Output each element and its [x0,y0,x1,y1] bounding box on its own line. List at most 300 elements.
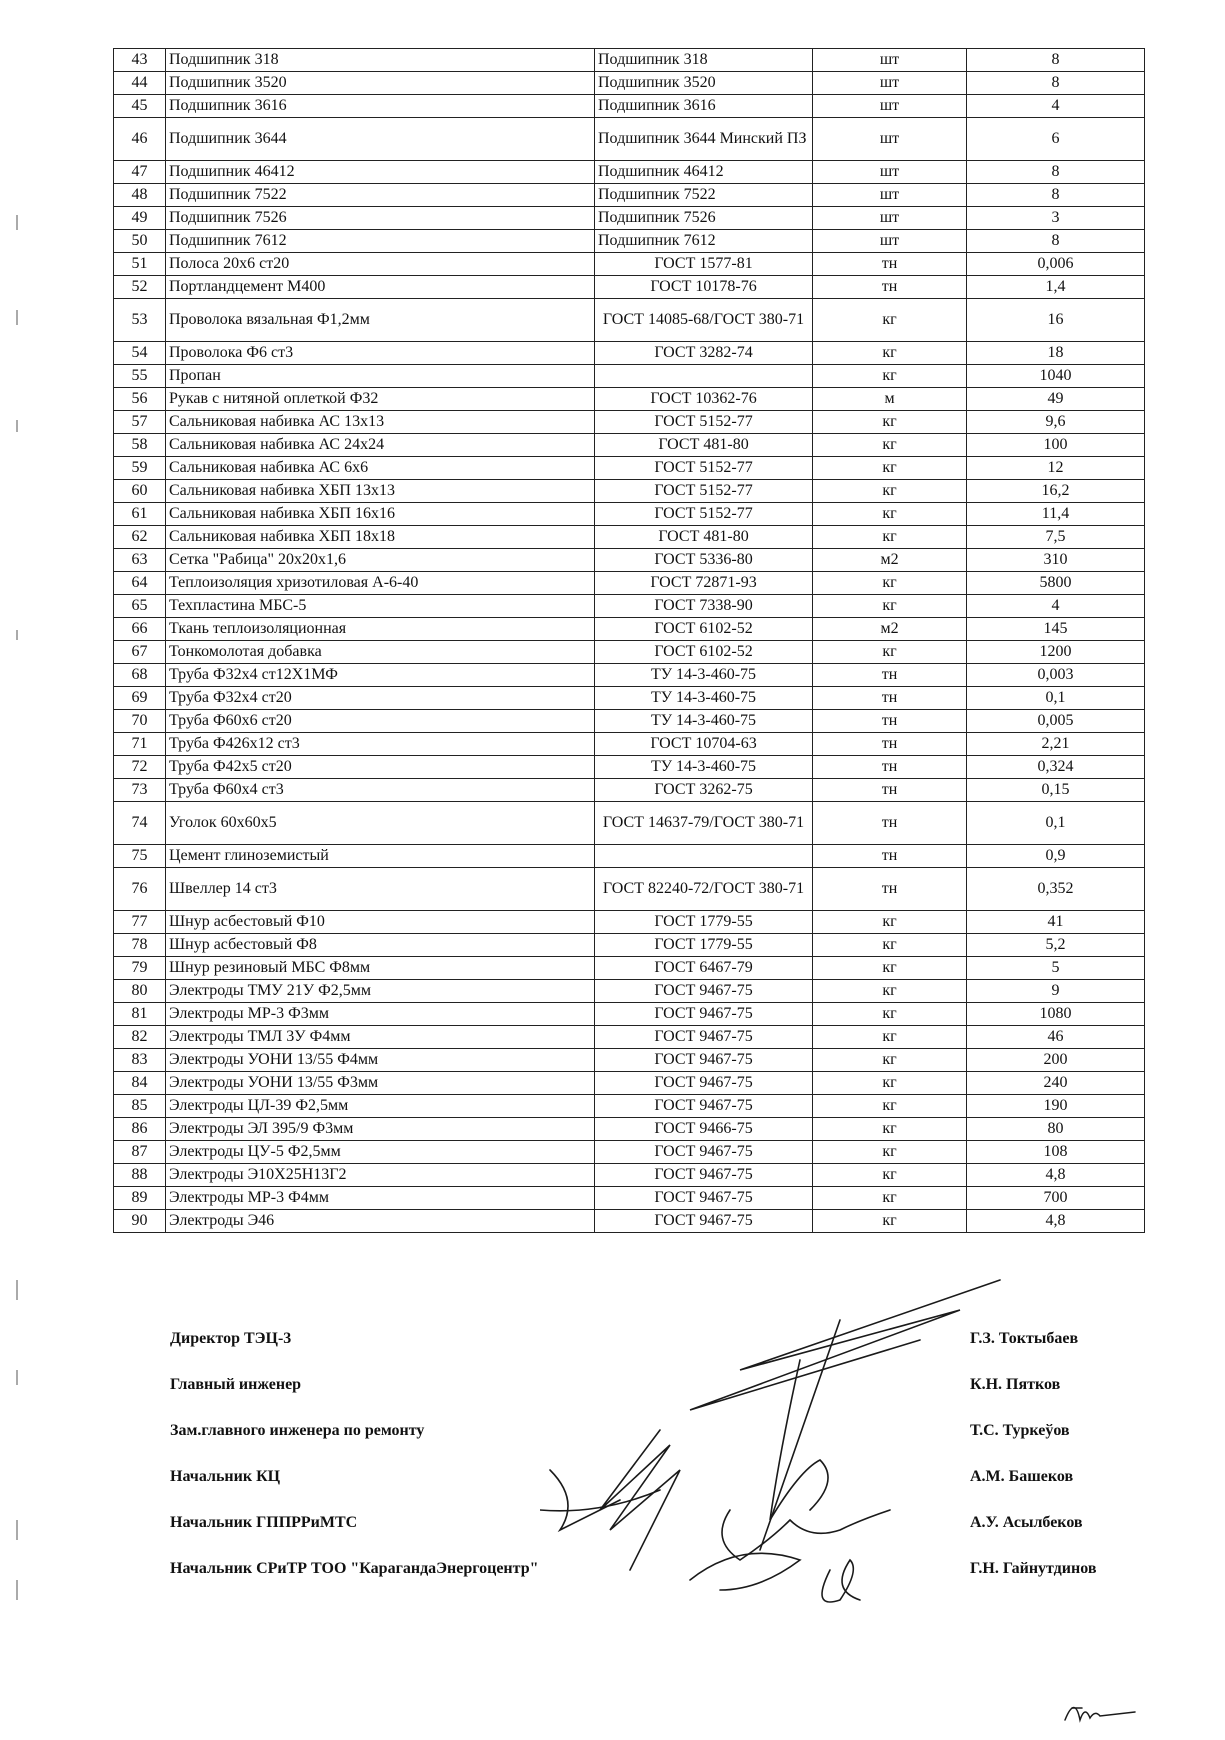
item-name-cell: Сальниковая набивка ХБП 16х16 [166,503,595,526]
item-name-cell: Электроды МР-3 Ф4мм [166,1187,595,1210]
item-name-cell: Подшипник 7612 [166,230,595,253]
standard-cell: Подшипник 7522 [595,184,813,207]
row-number-cell: 73 [114,779,166,802]
item-name-cell: Сальниковая набивка ХБП 13х13 [166,480,595,503]
signatory-name: Г.Н. Гайнутдинов [970,1560,1097,1577]
unit-cell: кг [813,911,967,934]
unit-cell: м [813,388,967,411]
table-row [114,299,1145,342]
row-number-cell: 58 [114,434,166,457]
item-name-cell: Труба Ф60х4 ст3 [166,779,595,802]
item-name-cell: Подшипник 318 [166,49,595,72]
quantity-cell: 8 [967,184,1145,207]
quantity-cell: 5 [967,957,1145,980]
standard-cell: ГОСТ 10362-76 [595,388,813,411]
table-row [114,434,1145,457]
quantity-cell: 18 [967,342,1145,365]
materials-table-body [114,49,1145,1233]
table-row [114,526,1145,549]
table-row [114,687,1145,710]
item-name-cell: Электроды ТМУ 21У Ф2,5мм [166,980,595,1003]
table-row [114,118,1145,161]
item-name-cell: Подшипник 7526 [166,207,595,230]
table-row [114,733,1145,756]
quantity-cell: 0,003 [967,664,1145,687]
item-name-cell: Пропан [166,365,595,388]
unit-cell: шт [813,184,967,207]
standard-cell: ТУ 14-3-460-75 [595,664,813,687]
unit-cell: тн [813,868,967,911]
standard-cell: ГОСТ 1779-55 [595,934,813,957]
table-row [114,388,1145,411]
table-row [114,411,1145,434]
unit-cell: кг [813,503,967,526]
item-name-cell: Техпластина МБС-5 [166,595,595,618]
row-number-cell: 44 [114,72,166,95]
signatory-role: Зам.главного инженера по ремонту [170,1422,425,1439]
table-row [114,1210,1145,1233]
signatory-name: Г.З. Токтыбаев [970,1330,1079,1347]
quantity-cell: 12 [967,457,1145,480]
quantity-cell: 4 [967,95,1145,118]
quantity-cell: 1200 [967,641,1145,664]
quantity-cell: 9 [967,980,1145,1003]
table-row [114,641,1145,664]
standard-cell: ГОСТ 9467-75 [595,1141,813,1164]
quantity-cell: 190 [967,1095,1145,1118]
unit-cell: кг [813,980,967,1003]
quantity-cell: 100 [967,434,1145,457]
table-row [114,618,1145,641]
standard-cell: ГОСТ 5152-77 [595,411,813,434]
row-number-cell: 52 [114,276,166,299]
item-name-cell: Электроды ЭЛ 395/9 Ф3мм [166,1118,595,1141]
standard-cell: Подшипник 3616 [595,95,813,118]
table-row [114,1003,1145,1026]
table-row [114,1026,1145,1049]
row-number-cell: 72 [114,756,166,779]
standard-cell: ГОСТ 6102-52 [595,641,813,664]
standard-cell: ГОСТ 10704-63 [595,733,813,756]
unit-cell: кг [813,1072,967,1095]
table-row [114,779,1145,802]
unit-cell: кг [813,1095,967,1118]
table-row [114,549,1145,572]
quantity-cell: 4,8 [967,1164,1145,1187]
unit-cell: тн [813,845,967,868]
standard-cell: ГОСТ 9466-75 [595,1118,813,1141]
quantity-cell: 8 [967,49,1145,72]
table-row [114,161,1145,184]
quantity-cell: 0,9 [967,845,1145,868]
unit-cell: кг [813,1141,967,1164]
standard-cell: ГОСТ 6102-52 [595,618,813,641]
unit-cell: шт [813,207,967,230]
row-number-cell: 64 [114,572,166,595]
table-row [114,457,1145,480]
unit-cell: м2 [813,618,967,641]
row-number-cell: 54 [114,342,166,365]
row-number-cell: 82 [114,1026,166,1049]
item-name-cell: Рукав с нитяной оплеткой Ф32 [166,388,595,411]
table-row [114,503,1145,526]
item-name-cell: Электроды МР-3 Ф3мм [166,1003,595,1026]
row-number-cell: 77 [114,911,166,934]
row-number-cell: 43 [114,49,166,72]
row-number-cell: 76 [114,868,166,911]
item-name-cell: Труба Ф42х5 ст20 [166,756,595,779]
unit-cell: кг [813,1049,967,1072]
item-name-cell: Проволока вязальная Ф1,2мм [166,299,595,342]
standard-cell: ГОСТ 6467-79 [595,957,813,980]
row-number-cell: 78 [114,934,166,957]
standard-cell: ГОСТ 9467-75 [595,1095,813,1118]
row-number-cell: 47 [114,161,166,184]
standard-cell: ГОСТ 9467-75 [595,1026,813,1049]
unit-cell: кг [813,365,967,388]
quantity-cell: 7,5 [967,526,1145,549]
unit-cell: кг [813,1118,967,1141]
unit-cell: кг [813,1187,967,1210]
row-number-cell: 65 [114,595,166,618]
quantity-cell: 8 [967,161,1145,184]
signatory-role: Директор ТЭЦ-3 [170,1330,292,1347]
quantity-cell: 1040 [967,365,1145,388]
unit-cell: шт [813,118,967,161]
row-number-cell: 75 [114,845,166,868]
table-row [114,1049,1145,1072]
quantity-cell: 0,1 [967,687,1145,710]
item-name-cell: Сальниковая набивка АС 6х6 [166,457,595,480]
signatory-row [170,1376,1130,1400]
table-row [114,276,1145,299]
standard-cell: ГОСТ 481-80 [595,434,813,457]
item-name-cell: Электроды Э10Х25Н13Г2 [166,1164,595,1187]
signatory-name: Т.С. Туркеўов [970,1422,1070,1439]
row-number-cell: 48 [114,184,166,207]
table-row [114,365,1145,388]
standard-cell: ТУ 14-3-460-75 [595,687,813,710]
unit-cell: кг [813,411,967,434]
quantity-cell: 4 [967,595,1145,618]
table-row [114,664,1145,687]
item-name-cell: Швеллер 14 ст3 [166,868,595,911]
item-name-cell: Тонкомолотая добавка [166,641,595,664]
row-number-cell: 46 [114,118,166,161]
item-name-cell: Электроды УОНИ 13/55 Ф3мм [166,1072,595,1095]
standard-cell: Подшипник 3644 Минский ПЗ [595,118,813,161]
standard-cell: ГОСТ 10178-76 [595,276,813,299]
signatory-row [170,1330,1130,1354]
row-number-cell: 89 [114,1187,166,1210]
item-name-cell: Шнур асбестовый Ф8 [166,934,595,957]
quantity-cell: 0,1 [967,802,1145,845]
standard-cell: ГОСТ 5152-77 [595,503,813,526]
row-number-cell: 61 [114,503,166,526]
quantity-cell: 16 [967,299,1145,342]
quantity-cell: 9,6 [967,411,1145,434]
table-row [114,934,1145,957]
unit-cell: тн [813,779,967,802]
quantity-cell: 5,2 [967,934,1145,957]
item-name-cell: Подшипник 3520 [166,72,595,95]
standard-cell: ГОСТ 3282-74 [595,342,813,365]
row-number-cell: 81 [114,1003,166,1026]
table-row [114,756,1145,779]
unit-cell: шт [813,72,967,95]
row-number-cell: 67 [114,641,166,664]
table-row [114,1095,1145,1118]
row-number-cell: 71 [114,733,166,756]
quantity-cell: 0,15 [967,779,1145,802]
row-number-cell: 53 [114,299,166,342]
item-name-cell: Сальниковая набивка ХБП 18х18 [166,526,595,549]
quantity-cell: 6 [967,118,1145,161]
row-number-cell: 69 [114,687,166,710]
item-name-cell: Труба Ф32х4 ст20 [166,687,595,710]
item-name-cell: Теплоизоляция хризотиловая А-6-40 [166,572,595,595]
quantity-cell: 4,8 [967,1210,1145,1233]
signatory-name: А.М. Башеков [970,1468,1074,1485]
row-number-cell: 90 [114,1210,166,1233]
standard-cell: ГОСТ 72871-93 [595,572,813,595]
table-row [114,207,1145,230]
standard-cell: ГОСТ 9467-75 [595,1187,813,1210]
item-name-cell: Труба Ф60х6 ст20 [166,710,595,733]
standard-cell: Подшипник 7526 [595,207,813,230]
table-row [114,1118,1145,1141]
unit-cell: шт [813,49,967,72]
unit-cell: тн [813,253,967,276]
row-number-cell: 57 [114,411,166,434]
signatory-row [170,1422,1130,1446]
table-row [114,230,1145,253]
scan-edge-marks [14,40,20,1700]
row-number-cell: 88 [114,1164,166,1187]
unit-cell: кг [813,957,967,980]
table-row [114,802,1145,845]
unit-cell: кг [813,1164,967,1187]
unit-cell: кг [813,934,967,957]
unit-cell: тн [813,710,967,733]
standard-cell: ГОСТ 1779-55 [595,911,813,934]
signatory-row [170,1468,1130,1492]
quantity-cell: 3 [967,207,1145,230]
standard-cell: ГОСТ 9467-75 [595,1164,813,1187]
item-name-cell: Портландцемент М400 [166,276,595,299]
item-name-cell: Полоса 20х6 ст20 [166,253,595,276]
item-name-cell: Уголок 60х60х5 [166,802,595,845]
standard-cell: ГОСТ 9467-75 [595,1072,813,1095]
standard-cell: ТУ 14-3-460-75 [595,756,813,779]
row-number-cell: 50 [114,230,166,253]
standard-cell: ГОСТ 5336-80 [595,549,813,572]
unit-cell: тн [813,664,967,687]
item-name-cell: Проволока Ф6 ст3 [166,342,595,365]
standard-cell: ГОСТ 9467-75 [595,980,813,1003]
standard-cell: ТУ 14-3-460-75 [595,710,813,733]
quantity-cell: 0,324 [967,756,1145,779]
quantity-cell: 80 [967,1118,1145,1141]
unit-cell: тн [813,687,967,710]
standard-cell: ГОСТ 9467-75 [595,1210,813,1233]
table-row [114,342,1145,365]
table-row [114,1164,1145,1187]
item-name-cell: Труба Ф32х4 ст12Х1МФ [166,664,595,687]
row-number-cell: 68 [114,664,166,687]
row-number-cell: 85 [114,1095,166,1118]
row-number-cell: 79 [114,957,166,980]
quantity-cell: 5800 [967,572,1145,595]
quantity-cell: 8 [967,230,1145,253]
standard-cell: ГОСТ 481-80 [595,526,813,549]
quantity-cell: 49 [967,388,1145,411]
standard-cell: ГОСТ 5152-77 [595,457,813,480]
row-number-cell: 56 [114,388,166,411]
item-name-cell: Электроды УОНИ 13/55 Ф4мм [166,1049,595,1072]
item-name-cell: Цемент глиноземистый [166,845,595,868]
item-name-cell: Электроды ЦЛ-39 Ф2,5мм [166,1095,595,1118]
row-number-cell: 70 [114,710,166,733]
row-number-cell: 66 [114,618,166,641]
unit-cell: тн [813,802,967,845]
unit-cell: кг [813,434,967,457]
quantity-cell: 240 [967,1072,1145,1095]
unit-cell: кг [813,299,967,342]
signatory-row [170,1514,1130,1538]
item-name-cell: Труба Ф426х12 ст3 [166,733,595,756]
quantity-cell: 310 [967,549,1145,572]
table-row [114,595,1145,618]
unit-cell: кг [813,641,967,664]
table-row [114,480,1145,503]
standard-cell: ГОСТ 5152-77 [595,480,813,503]
row-number-cell: 86 [114,1118,166,1141]
standard-cell: ГОСТ 14085-68/ГОСТ 380-71 [595,299,813,342]
row-number-cell: 59 [114,457,166,480]
standard-cell: ГОСТ 1577-81 [595,253,813,276]
table-row [114,184,1145,207]
unit-cell: кг [813,572,967,595]
unit-cell: кг [813,1026,967,1049]
item-name-cell: Электроды ЦУ-5 Ф2,5мм [166,1141,595,1164]
unit-cell: кг [813,480,967,503]
item-name-cell: Ткань теплоизоляционная [166,618,595,641]
row-number-cell: 60 [114,480,166,503]
unit-cell: шт [813,95,967,118]
quantity-cell: 0,005 [967,710,1145,733]
unit-cell: м2 [813,549,967,572]
signatory-role: Начальник КЦ [170,1468,281,1485]
table-row [114,957,1145,980]
item-name-cell: Электроды Э46 [166,1210,595,1233]
standard-cell: ГОСТ 82240-72/ГОСТ 380-71 [595,868,813,911]
unit-cell: кг [813,457,967,480]
table-row [114,1072,1145,1095]
row-number-cell: 63 [114,549,166,572]
unit-cell: шт [813,230,967,253]
page-initials-signature [1060,1690,1140,1730]
item-name-cell: Сальниковая набивка АС 13х13 [166,411,595,434]
row-number-cell: 51 [114,253,166,276]
unit-cell: кг [813,526,967,549]
unit-cell: кг [813,342,967,365]
signatory-row [170,1560,1130,1584]
table-row [114,980,1145,1003]
unit-cell: кг [813,1003,967,1026]
table-row [114,911,1145,934]
quantity-cell: 1,4 [967,276,1145,299]
quantity-cell: 108 [967,1141,1145,1164]
quantity-cell: 2,21 [967,733,1145,756]
table-row [114,1187,1145,1210]
item-name-cell: Подшипник 3616 [166,95,595,118]
standard-cell: ГОСТ 14637-79/ГОСТ 380-71 [595,802,813,845]
unit-cell: тн [813,756,967,779]
item-name-cell: Подшипник 3644 [166,118,595,161]
table-row [114,845,1145,868]
quantity-cell: 145 [967,618,1145,641]
quantity-cell: 8 [967,72,1145,95]
table-row [114,868,1145,911]
standard-cell [595,365,813,388]
row-number-cell: 55 [114,365,166,388]
standard-cell [595,845,813,868]
quantity-cell: 11,4 [967,503,1145,526]
standard-cell: Подшипник 46412 [595,161,813,184]
item-name-cell: Электроды ТМЛ 3У Ф4мм [166,1026,595,1049]
unit-cell: тн [813,276,967,299]
unit-cell: кг [813,1210,967,1233]
row-number-cell: 83 [114,1049,166,1072]
signatory-role: Начальник СРиТР ТОО "КарагандаЭнергоцентр" [170,1560,539,1577]
signatory-role: Главный инженер [170,1376,302,1393]
quantity-cell: 41 [967,911,1145,934]
item-name-cell: Подшипник 46412 [166,161,595,184]
row-number-cell: 49 [114,207,166,230]
row-number-cell: 87 [114,1141,166,1164]
row-number-cell: 80 [114,980,166,1003]
standard-cell: ГОСТ 7338-90 [595,595,813,618]
table-row [114,710,1145,733]
unit-cell: кг [813,595,967,618]
item-name-cell: Сетка "Рабица" 20х20х1,6 [166,549,595,572]
item-name-cell: Шнур асбестовый Ф10 [166,911,595,934]
quantity-cell: 46 [967,1026,1145,1049]
quantity-cell: 700 [967,1187,1145,1210]
table-row [114,253,1145,276]
table-row [114,95,1145,118]
quantity-cell: 200 [967,1049,1145,1072]
materials-table [113,48,1145,1233]
row-number-cell: 84 [114,1072,166,1095]
row-number-cell: 62 [114,526,166,549]
standard-cell: Подшипник 7612 [595,230,813,253]
standard-cell: Подшипник 318 [595,49,813,72]
row-number-cell: 45 [114,95,166,118]
item-name-cell: Сальниковая набивка АС 24х24 [166,434,595,457]
table-row [114,49,1145,72]
item-name-cell: Шнур резиновый МБС Ф8мм [166,957,595,980]
standard-cell: ГОСТ 9467-75 [595,1049,813,1072]
quantity-cell: 16,2 [967,480,1145,503]
quantity-cell: 1080 [967,1003,1145,1026]
signatory-role: Начальник ГППРРиМТС [170,1514,358,1531]
unit-cell: шт [813,161,967,184]
quantity-cell: 0,352 [967,868,1145,911]
unit-cell: тн [813,733,967,756]
standard-cell: Подшипник 3520 [595,72,813,95]
